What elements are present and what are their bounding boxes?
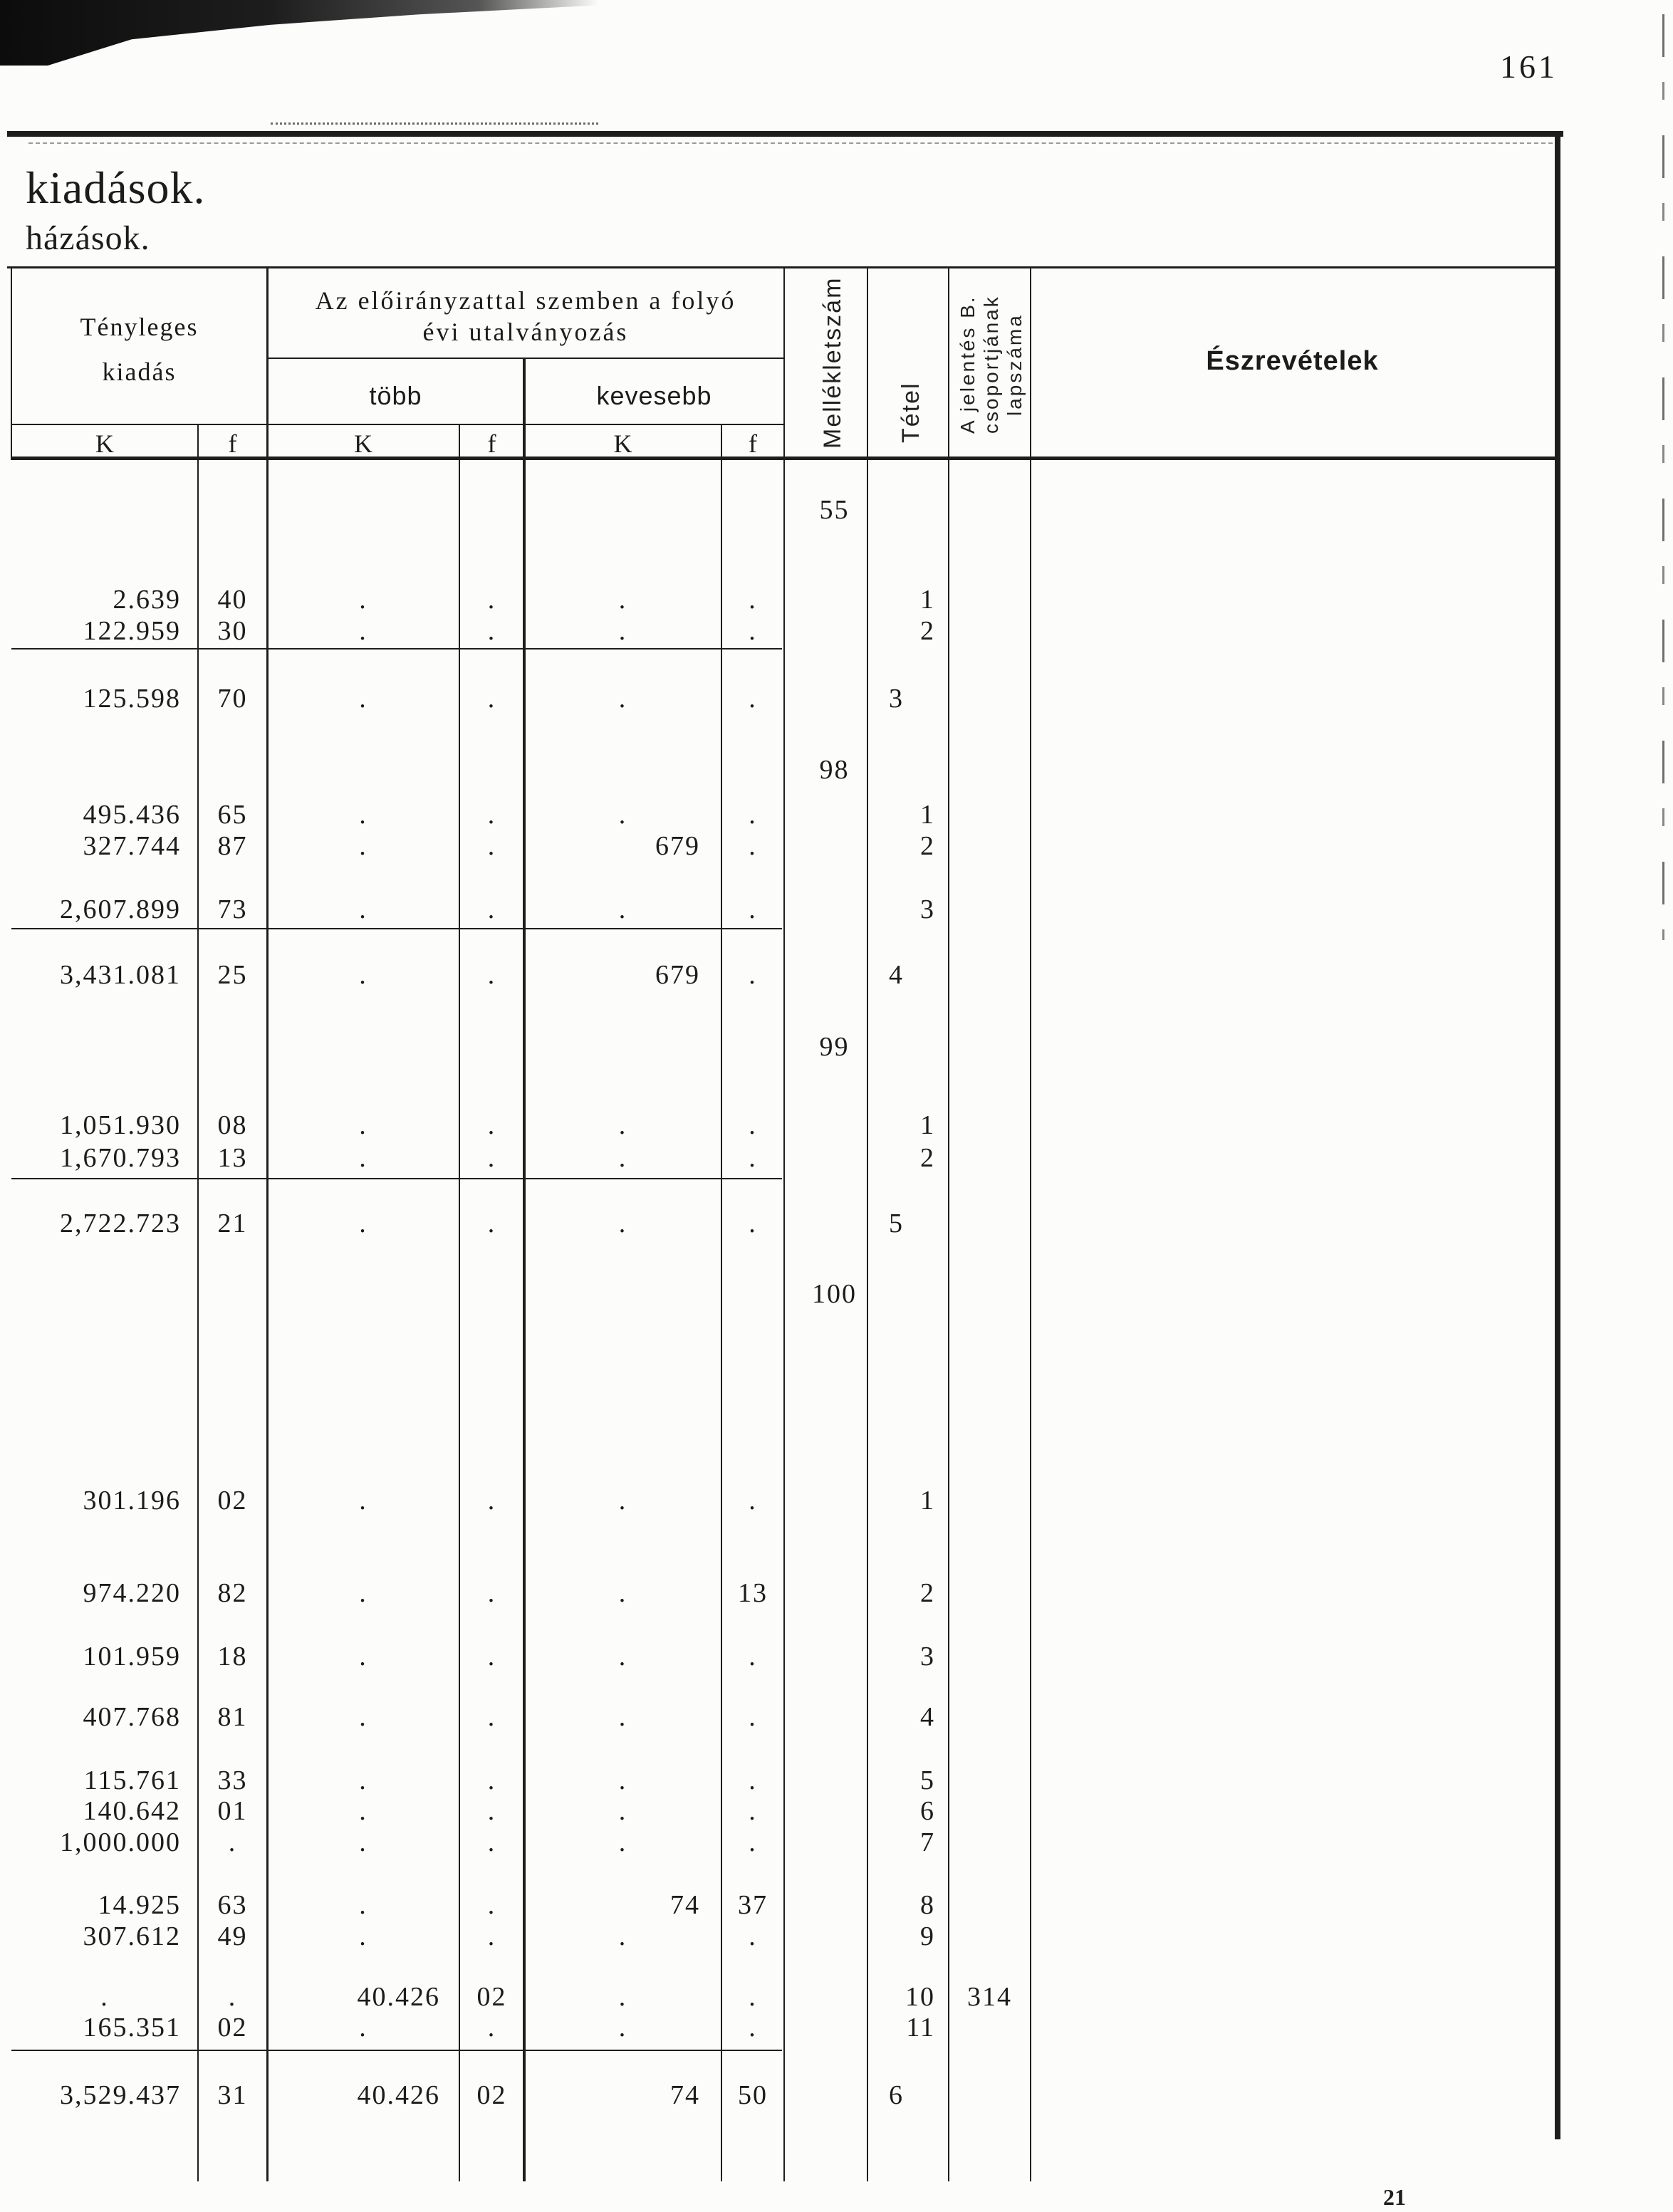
annex-number: 98 <box>819 755 850 785</box>
scan-edge-mark <box>1662 14 1664 940</box>
cell-less-f: . <box>749 1486 757 1515</box>
cell-actual-k: 307.612 <box>83 1921 181 1951</box>
cell-actual-k: 165.351 <box>83 2013 181 2043</box>
cell-more-f: 02 <box>476 2080 507 2110</box>
cell-less-k: . <box>618 1642 627 1671</box>
header-more-k: K <box>354 429 372 458</box>
total-separator-line <box>11 1178 782 1179</box>
annex-number: 55 <box>819 495 850 525</box>
header-item <box>895 273 927 443</box>
cell-less-k: . <box>618 616 627 646</box>
cell-less-f: . <box>749 616 757 646</box>
cell-item-number: 1 <box>920 800 935 830</box>
cell-less-f: . <box>749 1982 757 2012</box>
header-annex-label: Mellékletszám <box>819 276 846 449</box>
cell-more-k: . <box>359 960 368 990</box>
cell-item-number: 3 <box>920 1642 935 1671</box>
cell-group-number: 4 <box>889 960 904 990</box>
cell-more-k: . <box>359 1486 368 1515</box>
cell-more-k: . <box>359 2013 368 2043</box>
cell-more-f: . <box>487 616 496 646</box>
cell-actual-k: 122.959 <box>83 616 181 646</box>
cell-actual-f: 81 <box>217 1702 248 1732</box>
cell-actual-f: 02 <box>217 1486 248 1515</box>
cell-actual-f: 21 <box>217 1209 248 1238</box>
cell-less-k: . <box>618 684 627 714</box>
cell-more-k: . <box>359 1209 368 1238</box>
column-divider-remarks <box>1030 268 1031 2181</box>
cell-less-k: 74 <box>670 1890 700 1920</box>
cell-actual-f: 02 <box>217 2013 248 2043</box>
cell-more-k: . <box>359 684 368 714</box>
cell-less-f: 50 <box>738 2080 768 2110</box>
cell-more-k: . <box>359 1642 368 1671</box>
cell-actual-f: 25 <box>217 960 248 990</box>
right-border-line <box>1555 131 1560 2139</box>
cell-actual-k: 140.642 <box>83 1796 181 1826</box>
annex-number: 99 <box>819 1032 850 1062</box>
cell-more-f: . <box>487 585 496 615</box>
cell-actual-k: . <box>100 1982 109 2012</box>
scan-dotted-mark <box>271 122 598 125</box>
header-actual-line1: Tényleges <box>80 313 199 341</box>
cell-item-number: 1 <box>920 1110 935 1140</box>
cell-item-number: 2 <box>920 1578 935 1608</box>
header-actual-f: f <box>228 429 237 458</box>
header-less-f: f <box>749 429 757 458</box>
cell-more-f: . <box>487 831 496 861</box>
cell-less-k: . <box>618 1143 627 1173</box>
header-more: több <box>369 381 422 410</box>
cell-actual-f: 82 <box>217 1578 248 1608</box>
cell-actual-f: 87 <box>217 831 248 861</box>
cell-less-f: . <box>749 831 757 861</box>
cell-more-k: . <box>359 1765 368 1795</box>
cell-actual-k: 1,051.930 <box>60 1110 181 1140</box>
cell-item-number: 2 <box>920 831 935 861</box>
cell-item-number: 3 <box>920 894 935 924</box>
top-thick-rule <box>7 131 1563 137</box>
page-subtitle: házások. <box>26 219 150 257</box>
cell-more-k: . <box>359 1143 368 1173</box>
kf-row-top-line <box>11 424 784 425</box>
cell-item-number: 1 <box>920 585 935 615</box>
cell-actual-k: 2,722.723 <box>60 1209 181 1238</box>
cell-less-f: . <box>749 894 757 924</box>
cell-actual-f: 49 <box>217 1921 248 1951</box>
table-top-line <box>7 266 1557 268</box>
cell-less-f: . <box>749 1796 757 1826</box>
cell-actual-k: 495.436 <box>83 800 181 830</box>
cell-more-k: 40.426 <box>357 1982 440 2012</box>
cell-less-k: . <box>618 1578 627 1608</box>
cell-more-f: . <box>487 2013 496 2043</box>
cell-actual-k: 2,607.899 <box>60 894 181 924</box>
header-annex-number <box>817 273 848 452</box>
cell-actual-f: 73 <box>217 894 248 924</box>
cell-group-number: 5 <box>889 1209 904 1238</box>
total-separator-line <box>11 2050 782 2051</box>
scan-shadow <box>0 0 598 66</box>
cell-more-f: . <box>487 894 496 924</box>
cell-more-f: . <box>487 1890 496 1920</box>
cell-more-k: . <box>359 1827 368 1857</box>
cell-more-k: . <box>359 894 368 924</box>
cell-less-f: . <box>749 1209 757 1238</box>
cell-actual-k: 301.196 <box>83 1486 181 1515</box>
cell-item-number: 10 <box>905 1982 935 2012</box>
cell-actual-k: 115.761 <box>83 1765 181 1795</box>
cell-less-k: 74 <box>670 2080 700 2110</box>
cell-actual-f: . <box>228 1982 237 2012</box>
header-less-k: K <box>613 429 632 458</box>
cell-less-f: . <box>749 1143 757 1173</box>
cell-more-k: . <box>359 1578 368 1608</box>
header-remarks: Észrevételek <box>1206 346 1379 376</box>
cell-less-f: . <box>749 684 757 714</box>
cell-less-k: . <box>618 1796 627 1826</box>
cell-more-f: . <box>487 1486 496 1515</box>
cell-less-k: . <box>618 1921 627 1951</box>
cell-item-number: 4 <box>920 1702 935 1732</box>
total-separator-line <box>11 648 782 649</box>
cell-less-f: . <box>749 1702 757 1732</box>
cell-more-k: . <box>359 1890 368 1920</box>
cell-less-k: . <box>618 1110 627 1140</box>
cell-actual-k: 1,670.793 <box>60 1143 181 1173</box>
cell-less-f: . <box>749 1110 757 1140</box>
versus-underline <box>267 358 784 359</box>
header-actual-k: K <box>95 429 114 458</box>
cell-item-number: 9 <box>920 1921 935 1951</box>
cell-less-f: 37 <box>738 1890 768 1920</box>
cell-actual-k: 974.220 <box>83 1578 181 1608</box>
cell-item-number: 8 <box>920 1890 935 1920</box>
total-separator-line <box>11 928 782 929</box>
cell-more-f: . <box>487 1143 496 1173</box>
cell-actual-f: 70 <box>217 684 248 714</box>
cell-less-k: 679 <box>655 960 700 990</box>
cell-more-k: . <box>359 831 368 861</box>
cell-more-k: . <box>359 616 368 646</box>
header-report-line1: A jelentés B. <box>957 295 979 434</box>
cell-actual-f: 01 <box>217 1796 248 1826</box>
cell-more-f: . <box>487 1796 496 1826</box>
cell-item-number: 11 <box>906 2013 935 2043</box>
cell-less-f: . <box>749 960 757 990</box>
header-versus-budget <box>267 285 784 348</box>
cell-actual-f: 08 <box>217 1110 248 1140</box>
page-number: 161 <box>1500 48 1558 85</box>
cell-item-number: 7 <box>920 1827 935 1857</box>
annex-number: 100 <box>812 1279 857 1309</box>
cell-more-f: . <box>487 684 496 714</box>
cell-less-k: . <box>618 2013 627 2043</box>
cell-less-k: . <box>618 1486 627 1515</box>
header-report-page <box>956 281 1026 449</box>
header-report-line3: lapszáma <box>1004 313 1026 416</box>
cell-actual-f: 65 <box>217 800 248 830</box>
cell-more-k: 40.426 <box>357 2080 440 2110</box>
cell-actual-k: 407.768 <box>83 1702 181 1732</box>
cell-more-f: . <box>487 1921 496 1951</box>
cell-less-f: . <box>749 1765 757 1795</box>
cell-less-k: . <box>618 800 627 830</box>
cell-actual-f: 33 <box>217 1765 248 1795</box>
cell-actual-f: 63 <box>217 1890 248 1920</box>
cell-actual-k: 3,431.081 <box>60 960 181 990</box>
cell-more-f: . <box>487 1209 496 1238</box>
cell-group-number: 6 <box>889 2080 904 2110</box>
cell-less-f: 13 <box>738 1578 768 1608</box>
cell-more-k: . <box>359 1702 368 1732</box>
cell-more-f: . <box>487 800 496 830</box>
cell-item-number: 1 <box>920 1486 935 1515</box>
cell-less-f: . <box>749 800 757 830</box>
cell-less-k: . <box>618 1765 627 1795</box>
cell-actual-f: 30 <box>217 616 248 646</box>
cell-actual-f: 18 <box>217 1642 248 1671</box>
header-actual-line2: kiadás <box>102 358 177 386</box>
cell-actual-k: 3,529.437 <box>60 2080 181 2110</box>
cell-less-f: . <box>749 1921 757 1951</box>
cell-item-number: 6 <box>920 1796 935 1826</box>
cell-less-k: . <box>618 1982 627 2012</box>
cell-actual-f: 31 <box>217 2080 248 2110</box>
cell-more-f: . <box>487 1827 496 1857</box>
cell-more-f: . <box>487 1702 496 1732</box>
header-actual-expense <box>11 305 267 395</box>
footer-signature-mark: 21 <box>1383 2184 1406 2210</box>
cell-less-f: . <box>749 1827 757 1857</box>
cell-more-k: . <box>359 800 368 830</box>
cell-item-number: 2 <box>920 616 935 646</box>
cell-more-f: . <box>487 1578 496 1608</box>
header-report-line2: csoportjának <box>980 295 1002 434</box>
cell-actual-k: 2.639 <box>113 585 181 615</box>
cell-less-f: . <box>749 1642 757 1671</box>
cell-less-k: 679 <box>655 831 700 861</box>
cell-group-number: 3 <box>889 684 904 714</box>
cell-less-k: . <box>618 894 627 924</box>
cell-more-f: . <box>487 1765 496 1795</box>
cell-report-page: 314 <box>967 1982 1012 2012</box>
cell-actual-k: 125.598 <box>83 684 181 714</box>
header-versus-line1: Az előirányzattal szemben a folyó <box>315 286 736 315</box>
cell-more-k: . <box>359 585 368 615</box>
cell-more-f: 02 <box>476 1982 507 2012</box>
cell-less-k: . <box>618 585 627 615</box>
cell-less-f: . <box>749 585 757 615</box>
cell-more-f: . <box>487 960 496 990</box>
cell-more-f: . <box>487 1110 496 1140</box>
cell-more-k: . <box>359 1110 368 1140</box>
header-versus-line2: évi utalványozás <box>422 318 629 346</box>
cell-less-k: . <box>618 1209 627 1238</box>
cell-actual-k: 327.744 <box>83 831 181 861</box>
page-title: kiadások. <box>26 162 206 213</box>
cell-actual-k: 1,000.000 <box>60 1827 181 1857</box>
cell-less-k: . <box>618 1827 627 1857</box>
header-less: kevesebb <box>596 381 712 410</box>
cell-item-number: 5 <box>920 1765 935 1795</box>
cell-more-k: . <box>359 1921 368 1951</box>
cell-actual-k: 101.959 <box>83 1642 181 1671</box>
cell-actual-k: 14.925 <box>98 1890 181 1920</box>
top-dashed-rule <box>28 142 1553 144</box>
cell-actual-f: 40 <box>217 585 248 615</box>
cell-more-k: . <box>359 1796 368 1826</box>
cell-less-k: . <box>618 1702 627 1732</box>
header-more-f: f <box>487 429 496 458</box>
header-item-label: Tétel <box>897 382 924 443</box>
cell-actual-f: 13 <box>217 1143 248 1173</box>
cell-less-f: . <box>749 2013 757 2043</box>
cell-actual-f: . <box>228 1827 237 1857</box>
cell-item-number: 2 <box>920 1143 935 1173</box>
cell-more-f: . <box>487 1642 496 1671</box>
